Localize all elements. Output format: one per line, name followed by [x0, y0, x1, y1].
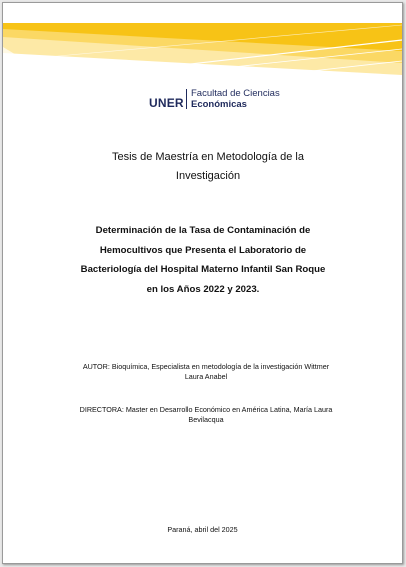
- thesis-type-line2: Investigación: [175, 170, 241, 182]
- thesis-type-line1: Tesis de Maestría en Metodología de la: [111, 151, 304, 163]
- logo-divider: [186, 89, 187, 109]
- thesis-type: [63, 148, 353, 186]
- logo-institution: UNER: [149, 96, 184, 110]
- document-page: [2, 2, 403, 564]
- logo-faculty-line1: Facultad de Ciencias: [191, 88, 280, 99]
- director-line2: Bevilacqua: [188, 415, 224, 424]
- thesis-title: [43, 221, 363, 299]
- director-block: [71, 405, 341, 425]
- header-banner: [3, 3, 402, 83]
- author-line1: AUTOR: Bioquímica, Especialista en metodología de la investigación Wittmer: [82, 362, 330, 371]
- thesis-title-line2: Hemocultivos que Presenta el Laboratorio de: [99, 244, 307, 256]
- thesis-title-line3: Bacteriología del Hospital Materno Infantil San Roque: [80, 264, 326, 275]
- author-block: [71, 362, 341, 382]
- thesis-title-line1: Determinación de la Tasa de Contaminación de: [95, 225, 311, 236]
- director-line1: DIRECTORA: Master en Desarrollo Económico en América Latina, María Laura: [79, 405, 333, 414]
- place-and-date: Paraná, abril del 2025: [167, 525, 238, 534]
- logo-faculty-line2: Económicas: [191, 99, 247, 110]
- author-line2: Laura Anabel: [184, 372, 228, 381]
- thesis-title-line4: en los Años 2022 y 2023.: [146, 283, 260, 295]
